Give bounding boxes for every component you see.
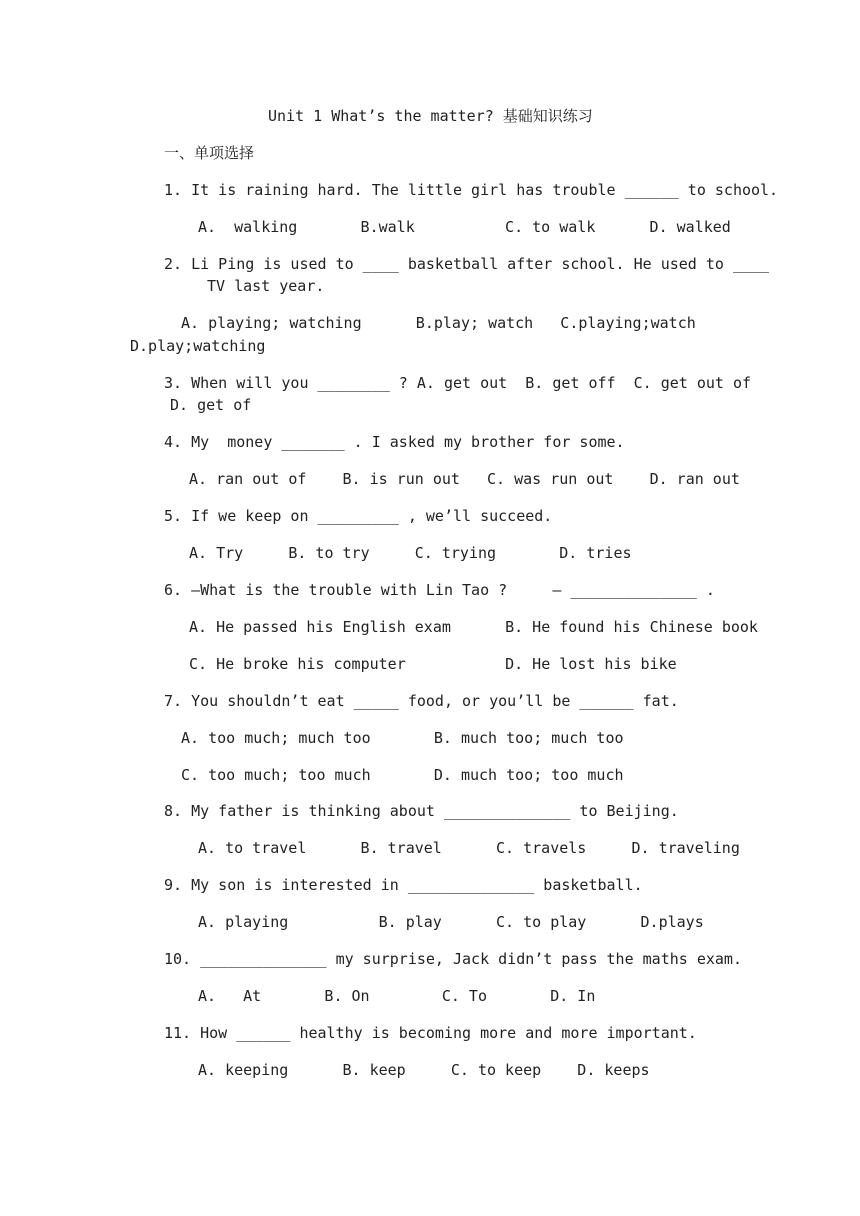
- question-2-stem-continued: TV last year.: [207, 277, 325, 295]
- question-11-options: A. keeping B. keep C. to keep D. keeps: [198, 1061, 650, 1079]
- question-6-options: A. He passed his English exam B. He found his Chinese book: [189, 618, 758, 636]
- question-5-stem: 5. If we keep on _________ , we’ll succeed.: [164, 507, 553, 525]
- question-4-options: A. ran out of B. is run out C. was run out D. ran out: [189, 470, 740, 488]
- question-6-options-continued: C. He broke his computer D. He lost his bike: [189, 655, 677, 673]
- section-heading: 一、单项选择: [164, 144, 255, 162]
- question-6-stem: 6. —What is the trouble with Lin Tao ? — ______________ .: [164, 581, 715, 599]
- question-2-options: A. playing; watching B.play; watch C.playing;watch: [181, 314, 696, 332]
- question-7-stem: 7. You shouldn’t eat _____ food, or you’ll be ______ fat.: [164, 692, 679, 710]
- question-9-options: A. playing B. play C. to play D.plays: [198, 913, 704, 931]
- question-7-options-continued: C. too much; too much D. much too; too much: [181, 766, 624, 784]
- question-2-options-continued: D.play;watching: [130, 337, 266, 355]
- question-1-options: A. walking B.walk C. to walk D. walked: [198, 218, 731, 236]
- question-3-stem-continued: D. get of: [170, 396, 252, 414]
- question-7-options: A. too much; much too B. much too; much too: [181, 729, 624, 747]
- question-9-stem: 9. My son is interested in ______________ basketball.: [164, 876, 643, 894]
- question-8-stem: 8. My father is thinking about ______________ to Beijing.: [164, 802, 679, 820]
- page-title: Unit 1 What’s the matter? 基础知识练习: [268, 107, 593, 125]
- question-1-stem: 1. It is raining hard. The little girl has trouble ______ to school.: [164, 181, 779, 199]
- question-5-options: A. Try B. to try C. trying D. tries: [189, 544, 632, 562]
- question-4-stem: 4. My money _______ . I asked my brother for some.: [164, 433, 625, 451]
- question-8-options: A. to travel B. travel C. travels D. traveling: [198, 839, 740, 857]
- question-2-stem: 2. Li Ping is used to ____ basketball after school. He used to ____: [164, 255, 770, 273]
- question-11-stem: 11. How ______ healthy is becoming more and more important.: [164, 1024, 697, 1042]
- question-10-stem: 10. ______________ my surprise, Jack didn’t pass the maths exam.: [164, 950, 742, 968]
- question-3-stem: 3. When will you ________ ? A. get out B. get off C. get out of: [164, 374, 751, 392]
- question-10-options: A. At B. On C. To D. In: [198, 987, 596, 1005]
